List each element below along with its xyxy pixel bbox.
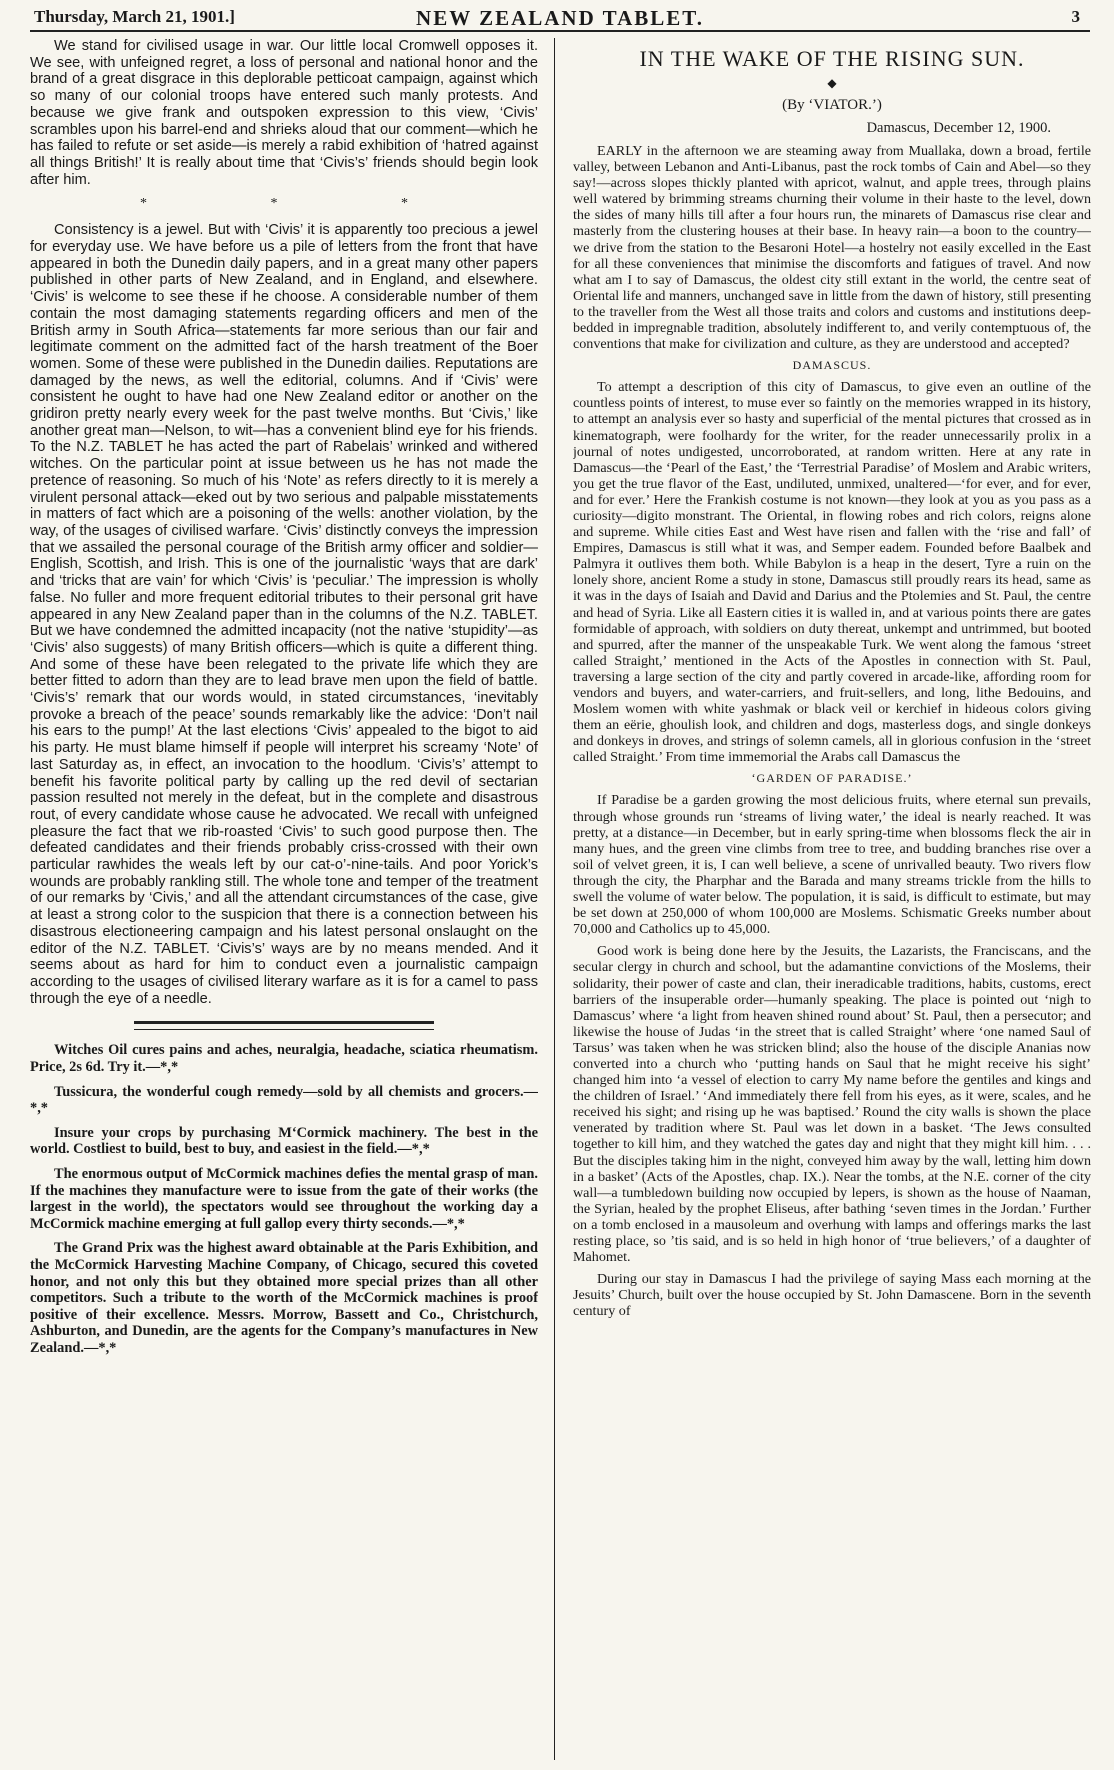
issue-date: Thursday, March 21, 1901.] [34, 7, 235, 26]
article-dateline: Damascus, December 12, 1900. [866, 120, 1051, 136]
stay-paragraph: During our stay in Damascus I had the privilege of saying Mass each morning at the Jesuits’ Church, built over the house occupied by St. John Damascene. Born in the seventh century of [573, 1271, 1091, 1320]
ad-mccormick-insure: Insure your crops by purchasing M‘Cormick machinery. The best in the world. Costliest to build, best to buy, and easiest in the field.—*,* [30, 1124, 538, 1158]
ad-mccormick-output: The enormous output of McCormick machines defies the mental grasp of man. If the machines they manufacture were to issue from the gate of their works (the largest in the world), the spectators would see throughout the working day a McCormick machine emerging at full gallop every thirty seconds.—*,* [30, 1165, 538, 1232]
subheading-garden-of-paradise: ‘GARDEN OF PARADISE.’ [751, 771, 913, 786]
article-intro: EARLY in the afternoon we are steaming away from Muallaka, down a broad, fertile valley, between Lebanon and Anti-Libanus, past the rock tombs of Cain and Abel—so they say!—across slopes thickly planted with apricot, walnut, and apple trees, through plains well watered by brimming streams churning their volume in their haste to the level, down the sides of many hills till after a four hours run, the minarets of Damascus rise clear and masterly from the clustering houses at their base. In heavy rain—a boon to the country—we drive from the station to the Besaroni Hotel—a hostelry not easily excelled in the East for all these conveniences that minimise the discomforts and fatigues of travel. And now what am I to say of Damascus, the oldest city still extant in the world, the centre seat of Oriental life and manners, unchanged save in little from the dawn of history, still presenting to the traveller from the West all those traits and colors and customs and institutions deep-bedded in impregnable tradition, absolutely indifferent to, and verily contemptuous of, the conventions that make for civilization and culture, as they are understood and accepted? [573, 143, 1091, 353]
section-separator: * * * [140, 196, 468, 212]
ad-witches-oil: Witches Oil cures pains and aches, neuralgia, headache, sciatica rheumatism. Price, 2s 6d. Try it.—*,* [30, 1042, 538, 1075]
editorial-paragraph-2: Consistency is a jewel. But with ‘Civis’ it is apparently too precious a jewel for everyday use. We have before us a pile of letters from the front that have appeared in both the Dunedin daily papers, and in a great many other papers published in other parts of New Zealand, and in England, and elsewhere. ‘Civis’ is welcome to see these if he choose. A considerable number of them contain the most damaging statements regarding officers and men of the British army in South Africa—statements far more serious than our fair and legitimate comment on the admitted fact of the harsh treatment of the Boer women. Some of these were published in the Dunedin dailies. Reputations are damaged by the news, as well the editorial, columns. And if ‘Civis’ were consistent he ought to have had one New Zealand editor or another on the gridiron pretty nearly every week for the past twelve months. But ‘Civis,’ like another great man—Nelson, to wit—has a convenient blind eye for his friends. To the N.Z. TABLET he has acted the part of Rabelais’ wrinked and withered witches. On the particular point at issue between us he has not made the pretence of reasoning. So much of his ‘Note’ as refers directly to it is merely a virulent personal attack—eked out by two serious and palpable misstatements in matters of fact which are a poisoning of the wells: another violation, by the way, of the usages of civilised warfare. ‘Civis’ distinctly conveys the impression that we assailed the personal courage of the British army officer and soldier—English, Scottish, and Irish. This is one of the journalistic ‘ways that are dark’ and ‘tricks that are vain’ for which ‘Civis’ is ‘peculiar.’ The impression is wholly false. No fuller and more frequent editorial tributes to their personal grit have appeared in any New Zealand paper than in the columns of the N.Z. TABLET. But we have condemned the admitted incapacity (not the native ‘stupidity’—as ‘Civis’ also suggests) of many British officers—which is quite a different thing. And some of these have been relegated to the private life which they are better fitted to adorn than they are to lead brave men upon the field of battle. ‘Civis’s’ remark that our words would, in stated circumstances, ‘inevitably provoke a breach of the peace’ sounds remarkably like the advice: ‘Don’t nail his ears to the pump!’ At the last elections ‘Civis’ appealed to the bigot to aid his party. He must blame himself if people will interpret his screamy ‘Note’ of last Saturday as, in effect, an invocation to the hoodlum. ‘Civis’s’ attempt to benefit his favorite political party by calling up the red devil of sectarian passion resulted not merely in the defeat, but in the complete and disastrous rout, of every candidate whose cause he advocated. We recall with unfeigned pleasure the fact that we rib-roasted ‘Civis’ to such good purpose then. The defeated candidates and their friends probably criss-crossed with their own particular rawhides the weals left by our cat-o’-nine-tails. And poor Yorick’s wounds are probably rankling still. The whole tone and temper of the treatment of our remarks by ‘Civis,’ and all the attendant circumstances of the case, give at least a strong color to the suspicion that there is a connection between his disastrous electioneering campaign and his latest personal onslaught on the editor of the N.Z. TABLET. ‘Civis’s’ ways are by no means mended. And it seems about as hard for him to conduct even a journalistic campaign according to the usages of civilised literary warfare as it is for a camel to pass through the eye of a needle. [30, 222, 538, 1007]
article-title: IN THE WAKE OF THE RISING SUN. [639, 46, 1025, 71]
article-byline: (By ‘VIATOR.’) [782, 97, 882, 113]
ad-mccormick-grand-prix: The Grand Prix was the highest award obtainable at the Paris Exhibition, and the McCormick Harvesting Machine Company, of Chicago, secured this coveted honor, and not only this but they obtained more special prizes than all other competitors. Such a tribute to the worth of the McCormick machines is proof positive of their excellence. Messrs. Morrow, Bassett and Co., Christchurch, Ashburton, and Dunedin, are the agents for the Company’s manufactures in New Zealand.—*,* [30, 1240, 538, 1356]
title-ornament: ◆ [827, 76, 837, 90]
advertisements [30, 1042, 538, 1356]
right-column [573, 38, 1091, 1760]
damascus-paragraph: To attempt a description of this city of Damascus, to give even an outline of the countless points of interest, to muse ever so faintly on the memories wrapped in its history, to attempt an analysis ever so hasty and superficial of the mental pictures that crossed as in kinematograph, were foolhardy for the writer, for the reader unnecessarily prolix in a journal of notes undigested, uncorroborated, at random written. Here at any rate in Damascus—the ‘Pearl of the East,’ the ‘Terrestrial Paradise’ of Moslem and Arabic writers, you get the true flavor of the East, undiluted, unmixed, unaltered—‘for ever, and for ever, and for ever.’ Here the Frankish costume is not known—they look at you as you pass as a curiosity—digito monstrant. The Oriental, in flowing robes and rich colors, reigns alone and supreme. While cities East and West have risen and fallen with the ‘rise and fall’ of Empires, Damascus is still what it was, and Semper eadem. Founded before Baalbek and Palmyra it outlives them both. While Babylon is a heap in the desert, Tyre a ruin on the lonely shore, ancient Rome a study in stone, Damascus still proudly rears its head, same as it was in the days of Isaiah and David and Darius and the Ptolemies and St. Paul, the centre and head of Syria. Like all Eastern cities it is walled in, and at various points there are gates formidable of approach, with soldiers on duty thereat, unkempt and untrimmed, but booted and spurred, after the manner of the unspeakable Turk. We went along the famous ‘street called Straight,’ mentioned in the Acts of the Apostles in connection with St. Paul, traversing a large section of the city and partly covered in arcade-like, affording room for vendors and buyers, and water-carriers, and fruit-sellers, and long, lithe Bedouins, and Moslem women with white yashmak or black veil or kerchief in hideous colors giving them an eërie, ghoulish look, and children and dogs, masterless dogs, and single donkeys and donkeys in droves, and strings of solemn camels, all in glorious confusion in the ‘street called Straight.’ From time immemorial the Arabs call Damascus the [573, 379, 1091, 766]
double-rule-divider [134, 1021, 434, 1030]
garden-paragraph: If Paradise be a garden growing the most delicious fruits, where eternal sun prevails, through whose grounds run ‘streams of living water,’ the ideal is nearly reached. It was pretty, at a distance—in December, but in early spring-time when blossoms fleck the air in many hues, and the green vine climbs from tree to tree, and budding branches rise over a soil of velvet green, it is, I can well believe, a scene of unrivalled beauty. Two rivers flow through the city, the Pharphar and the Barada and many streams trickle from the hills to swell the volume of water below. The population, it is said, is difficult to estimate, but may be set down at 250,000 of whom 100,000 are Moslems. Schismatic Greeks number about 70,000 and Catholics up to 45,000. [573, 792, 1091, 938]
editorial-paragraph-1: We stand for civilised usage in war. Our little local Cromwell opposes it. We see, with unfeigned regret, a loss of personal and national honor and the brand of a great disgrace in this deplorable petticoat campaign, against which so many of our colonial troops have entered such manly protests. And because we give frank and outspoken expression to this view, ‘Civis’ scrambles upon his barrel-end and shrieks aloud that our comment—which he has failed to refute or set aside—is merely a rabid exhibition of ‘hatred against all things British!’ It is really about time that ‘Civis’s’ friends should begin look after him. [30, 38, 538, 188]
ad-tussicura: Tussicura, the wonderful cough remedy—sold by all chemists and grocers.—*,* [30, 1083, 538, 1117]
column-rule [554, 38, 555, 1760]
masthead-title: NEW ZEALAND TABLET. [416, 6, 704, 30]
left-column [30, 38, 538, 1760]
good-work-paragraph: Good work is being done here by the Jesuits, the Lazarists, the Franciscans, and the secular clergy in church and school, but the adamantine convictions of the Moslems, their solidarity, their power of caste and clan, their ineradicable traditions, habits, customs, erect barriers of the insuperable order—humanly speaking. The place is pointed out ‘nigh to Damascus’ where ‘a light from heaven shined round about’ St. Paul, then a persecutor; and likewise the house of Judas ‘in the street that is called Straight’ where ‘one named Saul of Tarsus’ was taken when he was stricken blind; also the house of the disciple Ananias now converted into a church who ‘putting hands on Saul that he might receive his sight’ changed him into ‘a vessel of election to carry My name before the gentiles and kings and the children of Israel.’ ‘And immediately there fell from his eyes, as it were, scales, and he received his sight; and rising up he was baptised.’ Round the city walls is shown the place venerated by tradition where St. Paul was let down in a basket. ‘The Jews consulted together to kill him, and they watched the gates day and night that they might kill him. . . . But the disciples taking him in the night, conveyed him away by the wall, letting him down in a basket’ (Acts of the Apostles, chap. IX.). Near the tombs, at the N.E. corner of the city wall—a tumbledown building now occupied by lepers, is shown as the house of Naaman, the Syrian, healed by the prophet Eliseus, after bathing ‘seven times in the Jordan.’ Further on a tomb enclosed in a mausoleum and overhung with lamps and offerings marks the last resting place, so ’tis said, and is so held in high honor of ‘true believers,’ of a daughter of Mahomet. [573, 943, 1091, 1266]
subheading-damascus: DAMASCUS. [792, 358, 872, 373]
page-header [30, 4, 1090, 32]
page-number: 3 [1071, 7, 1080, 26]
